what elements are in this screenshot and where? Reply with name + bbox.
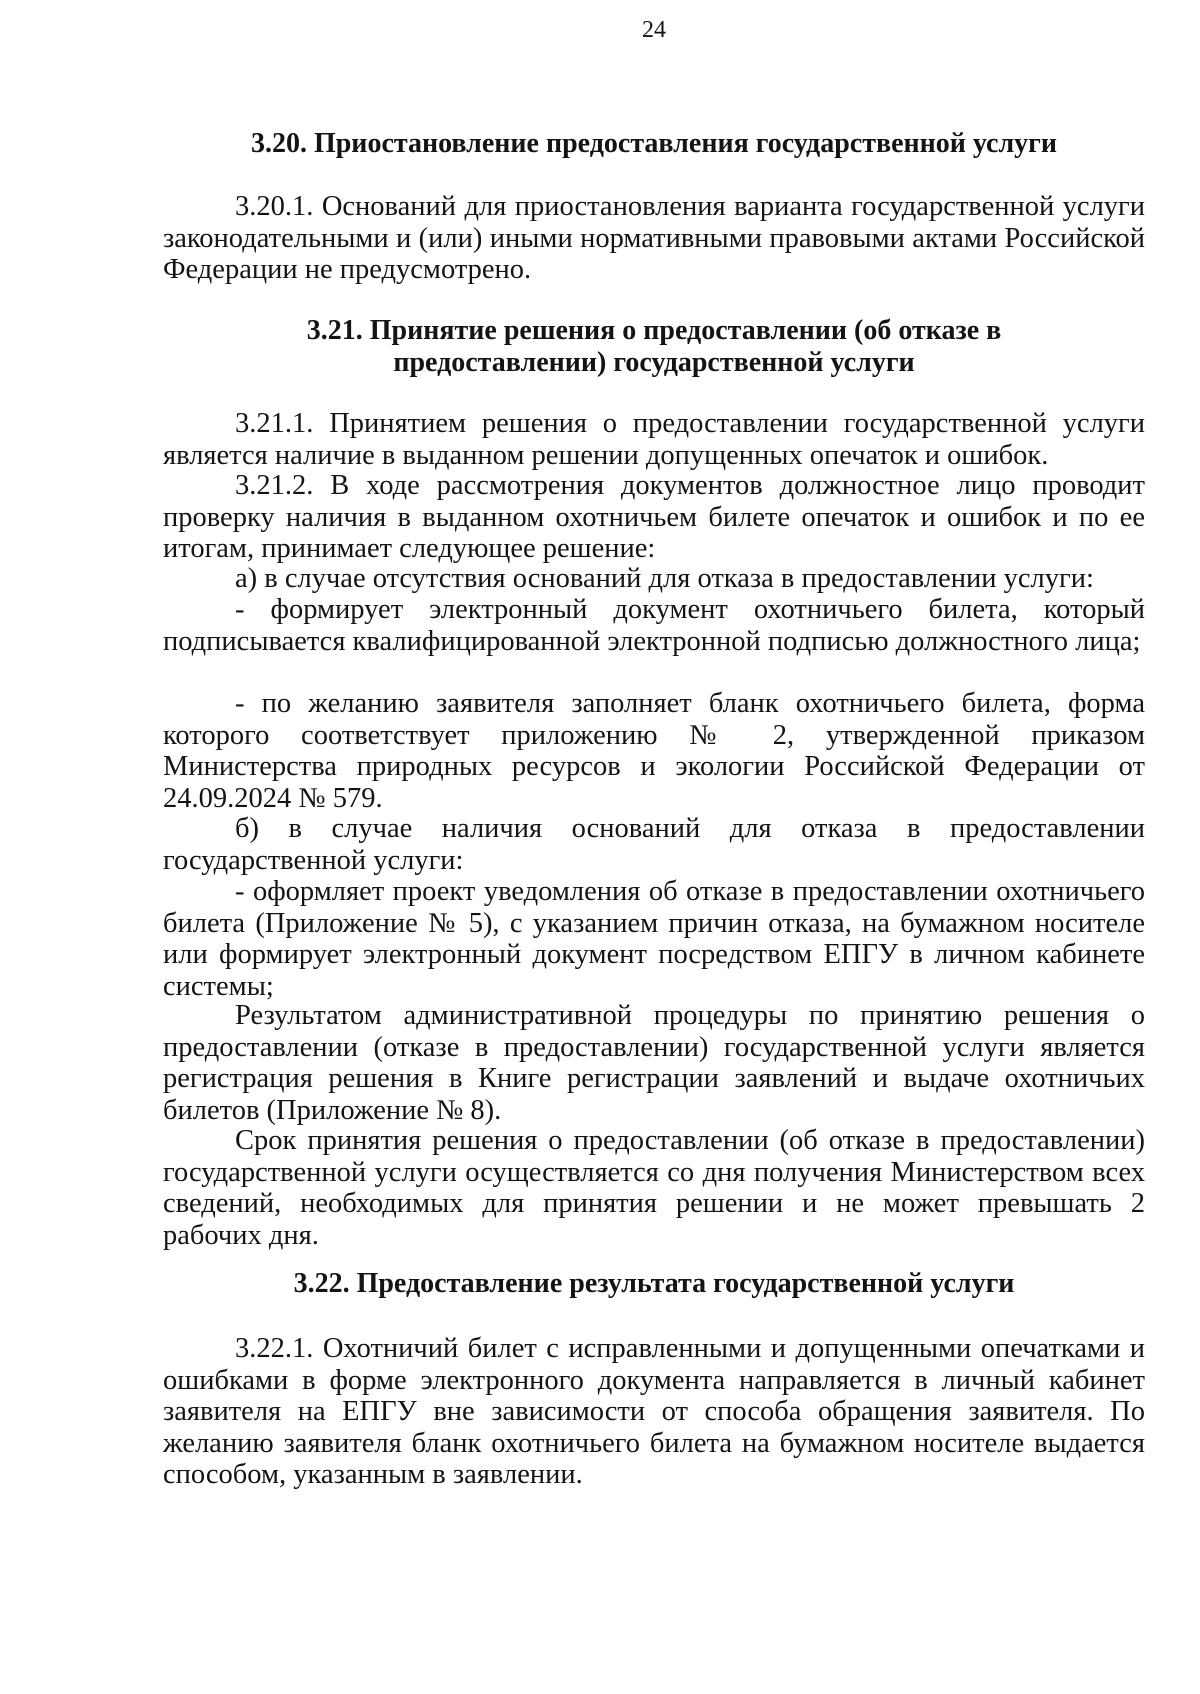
paragraph-option-a: а) в случае отсутствия оснований для отказа в предоставлении услуги: bbox=[235, 563, 1094, 594]
paragraph-3-21-2: 3.21.2. В ходе рассмотрения документов должностное лицо проводит проверку наличия в выданном охотничьем билете опечаток и ошибок и по ее итогам, принимает следующее решение: bbox=[163, 470, 1145, 564]
paragraph-option-b: б) в случае наличия оснований для отказа в предоставлении государственной услуги: bbox=[163, 813, 1145, 876]
paragraph-a-item-1: - формирует электронный документ охотничьего билета, который подписывается квалифицированной электронной подписью должностного лица; bbox=[163, 594, 1145, 657]
paragraph-3-22-1: 3.22.1. Охотничий билет с исправленными и допущенными опечатками и ошибками в форме электронного документа направляется в личный кабинет заявителя на ЕПГУ вне зависимости от способа обращения заявителя. По желанию заявителя бланк охотничьего билета на бумажном носителе выдается способом, указанным в заявлении. bbox=[163, 1333, 1145, 1490]
document-page bbox=[163, 0, 1145, 1694]
section-heading-3-20: 3.20. Приостановление предоставления государственной услуги bbox=[250, 128, 1058, 159]
paragraph-3-20-1: 3.20.1. Оснований для приостановления варианта государственной услуги законодательными и (или) иными нормативными правовыми актами Российской Федерации не предусмотрено. bbox=[163, 191, 1145, 285]
page-number: 24 bbox=[642, 17, 666, 43]
section-heading-3-22: 3.22. Предоставление результата государственной услуги bbox=[293, 1268, 1015, 1299]
paragraph-result: Результатом административной процедуры по принятию решения о предоставлении (отказе в предоставлении) государственной услуги является регистрация решения в Книге регистрации заявлений и выдаче охотничьих билетов (Приложение № 8). bbox=[163, 1000, 1145, 1126]
paragraph-b-item-1: - оформляет проект уведомления об отказе в предоставлении охотничьего билета (Приложение № 5), с указанием причин отказа, на бумажном носителе или формирует электронный документ посредством ЕПГУ в личном кабинете системы; bbox=[163, 876, 1145, 1002]
paragraph-a-item-2: - по желанию заявителя заполняет бланк охотничьего билета, форма которого соответствует приложению № 2, утвержденной приказом Министерства природных ресурсов и экологии Российской Федерации от 24.09.2024 № 579. bbox=[163, 688, 1145, 814]
paragraph-3-21-1: 3.21.1. Принятием решения о предоставлении государственной услуги является наличие в выданном решении допущенных опечаток и ошибок. bbox=[163, 408, 1145, 471]
section-heading-3-21-line2: предоставлении) государственной услуги bbox=[393, 347, 915, 378]
section-heading-3-21-line1: 3.21. Принятие решения о предоставлении (об отказе в bbox=[306, 315, 1002, 346]
paragraph-deadline: Срок принятия решения о предоставлении (об отказе в предоставлении) государственной услуги осуществляется со дня получения Министерством всех сведений, необходимых для принятия решении и не может превышать 2 рабочих дня. bbox=[163, 1125, 1145, 1251]
